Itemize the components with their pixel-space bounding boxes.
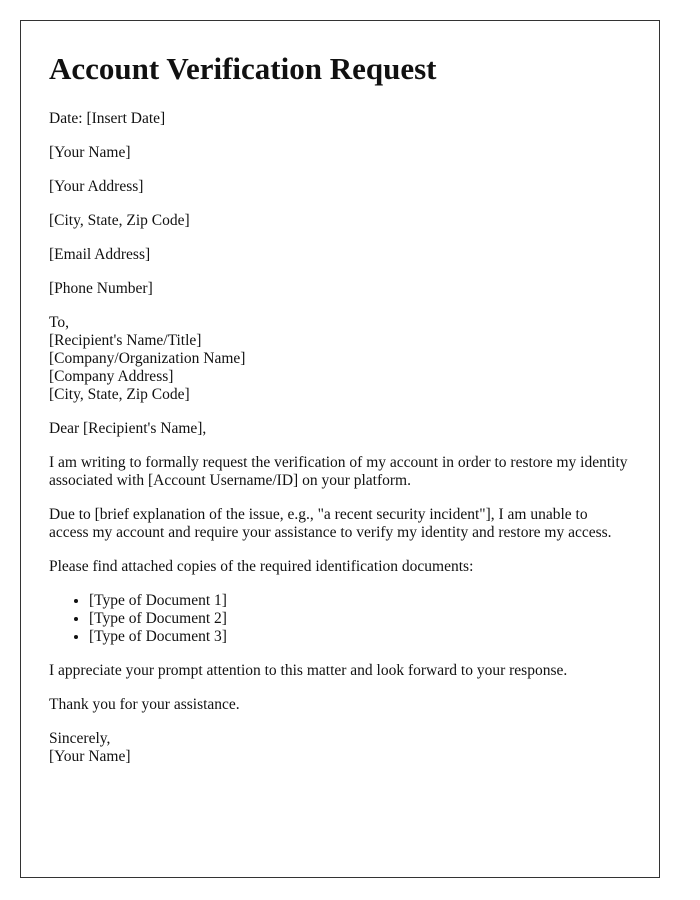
- salutation: Dear [Recipient's Name],: [49, 420, 207, 437]
- date-line: Date: [Insert Date]: [49, 110, 166, 127]
- document-list-item: • [Type of Document 2]: [89, 610, 631, 628]
- body-paragraph-2: Due to [brief explanation of the issue, e.g., "a recent security incident"], I am unable to access my account and require your assistance to verify my identity and restore my access.: [49, 506, 612, 541]
- sender-address: [Your Address]: [49, 178, 144, 195]
- recipient-to: To,: [49, 314, 70, 331]
- body-paragraph-1: I am writing to formally request the verification of my account in order to restore my identity associated with [Account Username/ID] on your platform.: [49, 454, 628, 489]
- letter-page: [20, 20, 660, 878]
- sender-phone: [Phone Number]: [49, 280, 153, 297]
- document-list-item: • [Type of Document 1]: [89, 592, 631, 610]
- closing-block: [49, 730, 631, 766]
- recipient-name-title: [Recipient's Name/Title]: [49, 332, 202, 349]
- letter-title: Account Verification Request: [49, 51, 437, 86]
- recipient-block: [49, 314, 631, 404]
- recipient-company: [Company/Organization Name]: [49, 350, 246, 367]
- sender-name: [Your Name]: [49, 144, 131, 161]
- sender-email: [Email Address]: [49, 246, 151, 263]
- signature: [Your Name]: [49, 748, 131, 765]
- body-paragraph-5: Thank you for your assistance.: [49, 696, 240, 713]
- closing: Sincerely,: [49, 730, 111, 747]
- body-paragraph-3: Please find attached copies of the required identification documents:: [49, 558, 474, 575]
- recipient-address: [Company Address]: [49, 368, 174, 385]
- recipient-city: [City, State, Zip Code]: [49, 386, 190, 403]
- sender-city: [City, State, Zip Code]: [49, 212, 190, 229]
- document-list-item: • [Type of Document 3]: [89, 628, 631, 646]
- document-list: [49, 592, 631, 646]
- body-paragraph-4: I appreciate your prompt attention to this matter and look forward to your response.: [49, 662, 568, 679]
